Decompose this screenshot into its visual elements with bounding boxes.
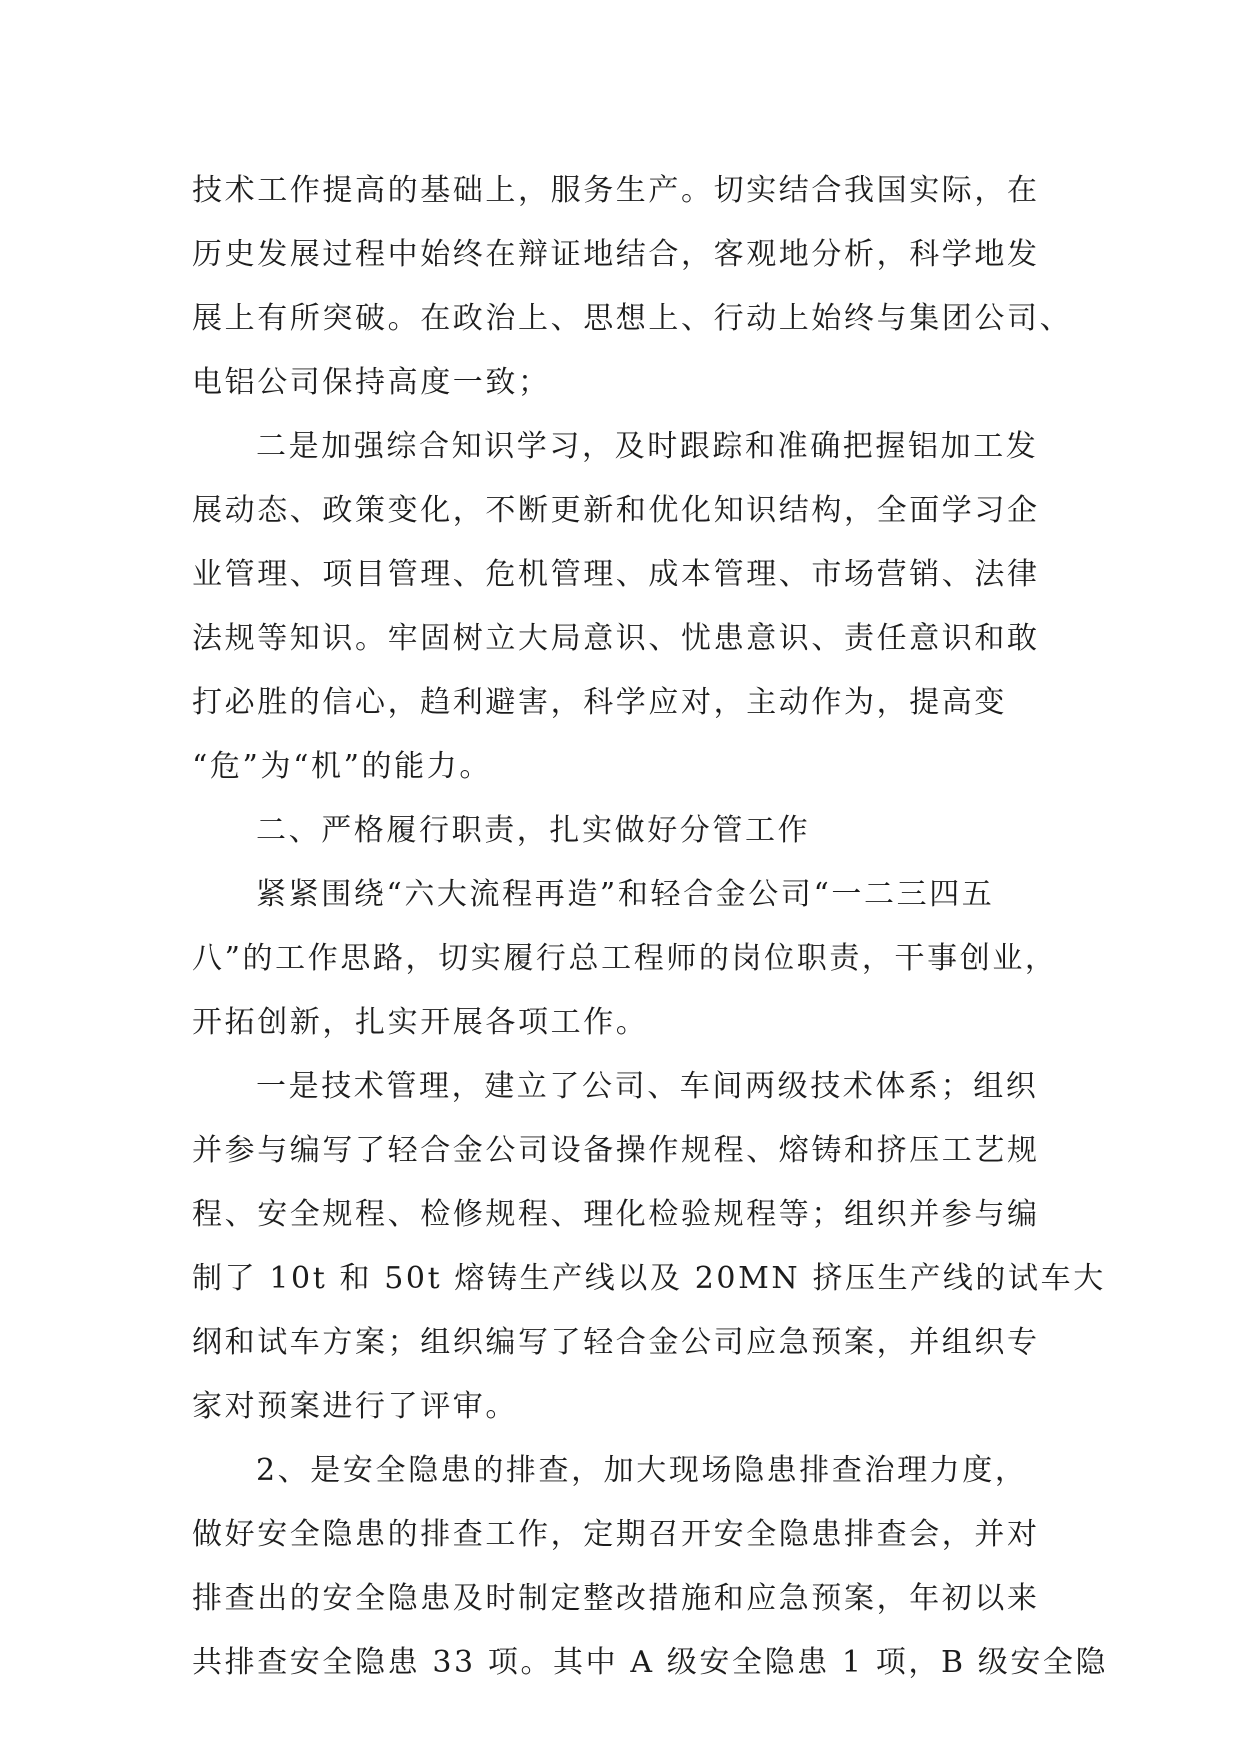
text-line: 共排查安全隐患 33 项。其中 A 级安全隐患 1 项，B 级安全隐 (192, 1645, 1109, 1680)
text-line: 技术工作提高的基础上，服务生产。切实结合我国实际，在 (192, 173, 1040, 208)
text-line: 法规等知识。牢固树立大局意识、忧患意识、责任意识和敢 (192, 621, 1040, 656)
text-line: 紧紧围绕“六大流程再造”和轻合金公司“一二三四五 (256, 877, 995, 912)
text-line: 历史发展过程中始终在辩证地结合，客观地分析，科学地发 (192, 237, 1040, 272)
text-line: 展上有所突破。在政治上、思想上、行动上始终与集团公司、 (192, 301, 1073, 336)
text-line: 二、严格履行职责，扎实做好分管工作 (256, 813, 811, 848)
text-line: 并参与编写了轻合金公司设备操作规程、熔铸和挤压工艺规 (192, 1133, 1040, 1168)
text-line: 业管理、项目管理、危机管理、成本管理、市场营销、法律 (192, 557, 1040, 592)
text-line: 展动态、政策变化，不断更新和优化知识结构，全面学习企 (192, 493, 1040, 528)
document-body (192, 159, 1109, 1695)
text-line: 八”的工作思路，切实履行总工程师的岗位职责，干事创业， (192, 941, 1058, 976)
text-line: 2、是安全隐患的排查，加大现场隐患排查治理力度， (256, 1453, 1028, 1488)
text-line: 纲和试车方案；组织编写了轻合金公司应急预案，并组织专 (192, 1325, 1040, 1360)
text-line: 制了 10t 和 50t 熔铸生产线以及 20MN 挤压生产线的试车大 (192, 1261, 1106, 1296)
text-line: 开拓创新，扎实开展各项工作。 (192, 1005, 649, 1040)
text-line: 打必胜的信心，趋利避害，科学应对，主动作为，提高变 (192, 685, 1007, 720)
text-line: “危”为“机”的能力。 (192, 749, 492, 784)
text-line: 电铝公司保持高度一致； (192, 365, 551, 400)
text-line: 排查出的安全隐患及时制定整改措施和应急预案，年初以来 (192, 1581, 1040, 1616)
text-line: 家对预案进行了评审。 (192, 1389, 518, 1424)
text-line: 一是技术管理，建立了公司、车间两级技术体系；组织 (256, 1069, 1039, 1104)
text-line: 二是加强综合知识学习，及时跟踪和准确把握铝加工发 (256, 429, 1039, 464)
text-line: 做好安全隐患的排查工作，定期召开安全隐患排查会，并对 (192, 1517, 1040, 1552)
text-line: 程、安全规程、检修规程、理化检验规程等；组织并参与编 (192, 1197, 1040, 1232)
